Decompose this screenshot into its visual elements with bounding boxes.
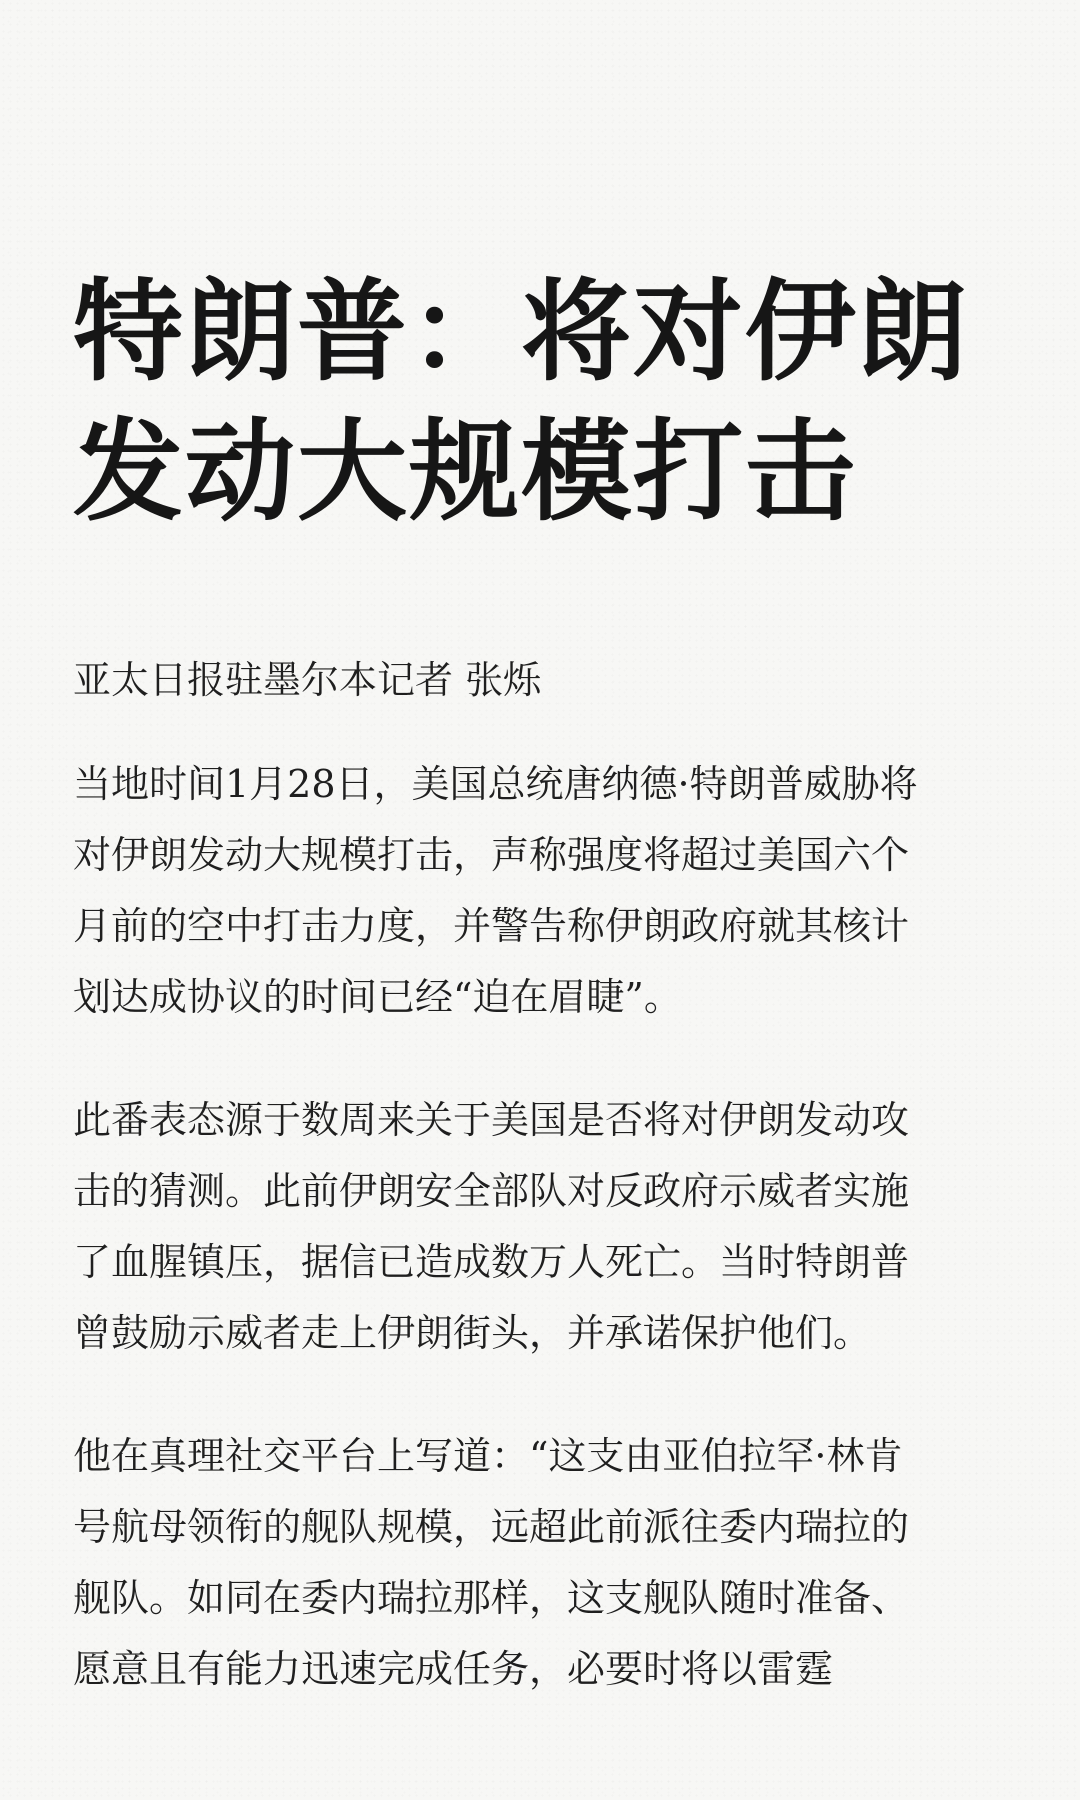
paragraph-line: 当地时间1月28日，美国总统唐纳德·特朗普威胁将	[73, 762, 918, 806]
paragraph-line: 划达成协议的时间已经“迫在眉睫”。	[73, 975, 682, 1019]
headline-line: 特朗普：将对伊朗	[73, 267, 969, 396]
paragraph-line: 月前的空中打击力度，并警告称伊朗政府就其核计	[73, 904, 910, 948]
paragraph-line: 击的猜测。此前伊朗安全部队对反政府示威者实施	[73, 1169, 910, 1213]
article	[73, 262, 1013, 1705]
paragraph-line: 此番表态源于数周来关于美国是否将对伊朗发动攻	[73, 1098, 910, 1142]
paragraph-line: 号航母领衔的舰队规模，远超此前派往委内瑞拉的	[73, 1505, 910, 1549]
paragraph-3	[73, 1421, 1013, 1705]
paragraph-line: 他在真理社交平台上写道：“这支由亚伯拉罕·林肯	[73, 1434, 903, 1478]
paragraph-line: 了血腥镇压，据信已造成数万人死亡。当时特朗普	[73, 1240, 910, 1284]
paragraph-1	[73, 749, 1013, 1033]
paragraph-line: 对伊朗发动大规模打击，声称强度将超过美国六个	[73, 833, 910, 877]
paragraph-line: 舰队。如同在委内瑞拉那样，这支舰队随时准备、	[73, 1576, 910, 1620]
paragraph-2	[73, 1085, 1013, 1369]
headline	[73, 262, 1013, 542]
paragraph-line: 曾鼓励示威者走上伊朗街头，并承诺保护他们。	[73, 1311, 872, 1355]
byline: 亚太日报驻墨尔本记者 张烁	[73, 658, 542, 702]
paragraph-line: 愿意且有能力迅速完成任务，必要时将以雷霆	[73, 1647, 834, 1691]
headline-line: 发动大规模打击	[73, 407, 857, 536]
